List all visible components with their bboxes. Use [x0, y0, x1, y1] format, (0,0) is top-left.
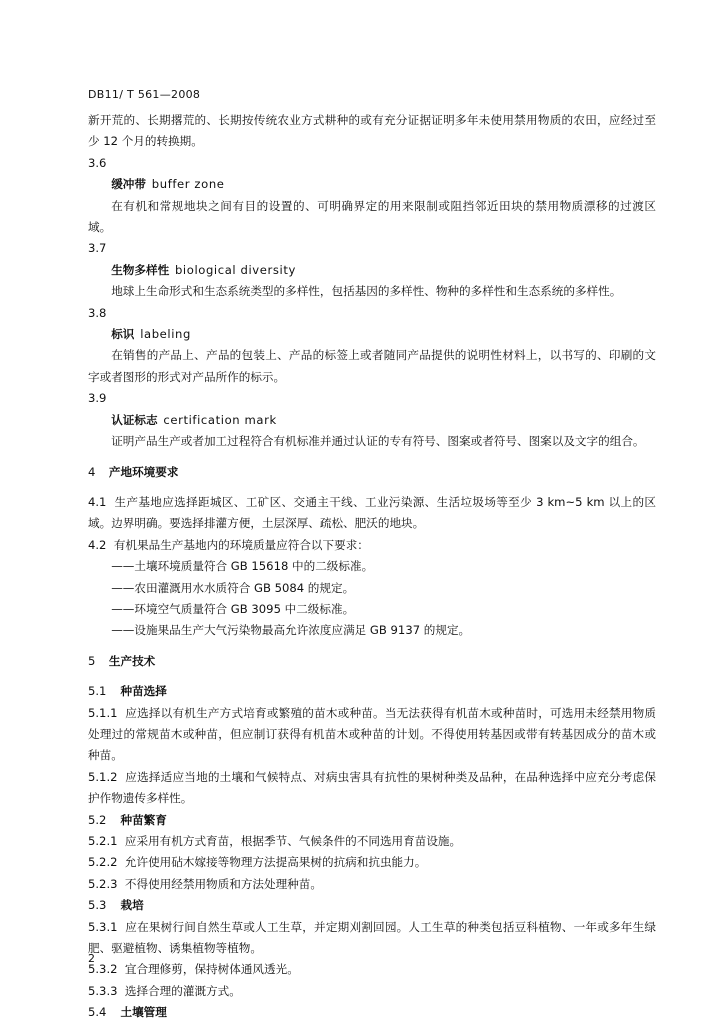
list-item: ——土壤环境质量符合 GB 15618 中的二级标准。 — [111, 559, 374, 574]
subsection-number: 5.3 — [88, 898, 107, 913]
section-4-heading — [88, 462, 656, 483]
list-item: ——环境空气质量符合 GB 3095 中二级标准。 — [111, 601, 355, 616]
clause-text: 选择合理的灌溉方式。 — [124, 983, 241, 998]
subsection-title: 栽培 — [120, 898, 144, 913]
clause-5-3-1 — [88, 917, 656, 960]
section-number: 4 — [88, 464, 96, 479]
clause-3-9-term — [88, 410, 656, 431]
clause-3-7-number: 3.7 — [88, 241, 107, 256]
subsection-number: 5.2 — [88, 812, 107, 827]
term-zh: 认证标志 — [111, 412, 158, 427]
clause-number: 4.1 — [88, 494, 107, 509]
clause-5-3-2 — [88, 959, 656, 980]
clause-4-2 — [88, 535, 656, 556]
subsection-5-1-heading — [88, 681, 656, 702]
section-title: 产地环境要求 — [108, 464, 179, 479]
clause-3-8-definition: 在销售的产品上、产品的包装上、产品的标签上或者随同产品提供的说明性材料上，以书写的、印刷的文字或者图形的形式对产品所作的标示。 — [88, 348, 656, 384]
clause-number: 5.2.3 — [88, 876, 118, 891]
clause-5-1-2 — [88, 767, 656, 810]
term-en: labeling — [140, 327, 191, 342]
clause-3-8-term — [88, 324, 656, 345]
clause-5-1-1 — [88, 703, 656, 767]
clause-3-7-definition: 地球上生命形式和生态系统类型的多样性，包括基因的多样性、物种的多样性和生态系统的多样性。 — [111, 284, 622, 299]
clause-number: 5.2.1 — [88, 834, 118, 848]
clause-3-6-definition: 在有机和常规地块之间有目的设置的、可明确界定的用来限制或阻挡邻近田块的禁用物质漂移的过渡区域。 — [88, 198, 656, 235]
clause-3-9-number: 3.9 — [88, 391, 107, 406]
subsection-number: 5.4 — [88, 1005, 107, 1020]
list-item: ——设施果品生产大气污染物最高允许浓度应满足 GB 9137 的规定。 — [111, 623, 471, 638]
subsection-5-2-heading — [88, 810, 656, 831]
section-5-heading — [88, 651, 656, 672]
clause-3-6-term — [88, 174, 656, 195]
term-zh: 生物多样性 — [111, 262, 170, 277]
clause-5-2-1 — [88, 831, 656, 852]
document-code-header: DB11/ T 561—2008 — [88, 88, 201, 101]
clause-text: 不得使用经禁用物质和方法处理种苗。 — [124, 876, 322, 891]
clause-text: 应选择适应当地的土壤和气候特点、对病虫害具有抗性的果树种类及品种，在品种选择中应充分考虑保护作物遗传多样性。 — [88, 769, 656, 806]
clause-3-8-number: 3.8 — [88, 305, 107, 320]
clause-number: 5.2.2 — [88, 855, 118, 870]
clause-number: 5.3.3 — [88, 983, 118, 998]
clause-5-3-3 — [88, 981, 656, 1002]
term-en: buffer zone — [151, 177, 225, 192]
subsection-number: 5.1 — [88, 684, 107, 699]
clause-number: 5.1.1 — [88, 705, 118, 720]
clause-number: 5.1.2 — [88, 769, 118, 784]
clause-text: 应选择以有机生产方式培育或繁殖的苗木或种苗。当无法获得有机苗木或种苗时，可选用未经禁用物质处理过的常规苗木或种苗，但应制订获得有机苗木或种苗的计划。不得使用转基因或带有转基因成分的苗木或种苗。 — [88, 705, 656, 763]
subsection-5-4-heading — [88, 1002, 656, 1023]
clause-number: 5.3.1 — [88, 919, 118, 934]
term-zh: 缓冲带 — [111, 177, 146, 192]
subsection-title: 土壤管理 — [120, 1005, 167, 1020]
list-item: ——农田灌溉用水水质符合 GB 5084 的规定。 — [111, 580, 355, 595]
clause-text: 应在果树行间自然生草或人工生草，并定期刈割回园。人工生草的种类包括豆科植物、一年或多年生绿肥、驱避植物、诱集植物等植物。 — [88, 919, 656, 956]
clause-3-6-number: 3.6 — [88, 155, 107, 170]
term-en: biological diversity — [174, 262, 296, 277]
clause-3-9-definition: 证明产品生产或者加工过程符合有机标准并通过认证的专有符号、图案或者符号、图案以及文字的组合。 — [111, 434, 645, 449]
subsection-title: 种苗繁育 — [120, 812, 167, 827]
clause-5-2-2 — [88, 852, 656, 873]
subsection-title: 种苗选择 — [120, 684, 167, 699]
clause-5-2-3 — [88, 874, 656, 895]
clause-number: 5.3.2 — [88, 962, 118, 977]
clause-text: 宜合理修剪，保持树体通风透光。 — [124, 962, 299, 977]
section-number: 5 — [88, 653, 96, 668]
document-body — [88, 110, 656, 1024]
clause-number: 4.2 — [88, 537, 107, 552]
clause-text: 有机果品生产基地内的环境质量应符合以下要求： — [113, 537, 369, 552]
clause-3-7-term — [88, 260, 656, 281]
clause-text: 允许使用砧木嫁接等物理方法提高果树的抗病和抗虫能力。 — [124, 855, 427, 870]
clause-text: 应采用有机方式育苗，根据季节、气候条件的不同选用育苗设施。 — [124, 834, 462, 848]
clause-text: 生产基地应选择距城区、工矿区、交通主干线、工业污染源、生活垃圾场等至少 3 km~5 km 以上的区域。边界明确。要选择排灌方便，土层深厚、疏松、肥沃的地块。 — [88, 494, 656, 531]
intro-paragraph: 新开荒的、长期撂荒的、长期按传统农业方式耕种的或有充分证据证明多年未使用禁用物质的农田，应经过至少 12 个月的转换期。 — [88, 113, 656, 149]
term-zh: 标识 — [111, 327, 135, 342]
page-number: 2 — [88, 952, 95, 965]
section-title: 生产技术 — [108, 653, 156, 668]
clause-4-1 — [88, 492, 656, 535]
subsection-5-3-heading — [88, 895, 656, 916]
term-en: certification mark — [163, 412, 277, 427]
